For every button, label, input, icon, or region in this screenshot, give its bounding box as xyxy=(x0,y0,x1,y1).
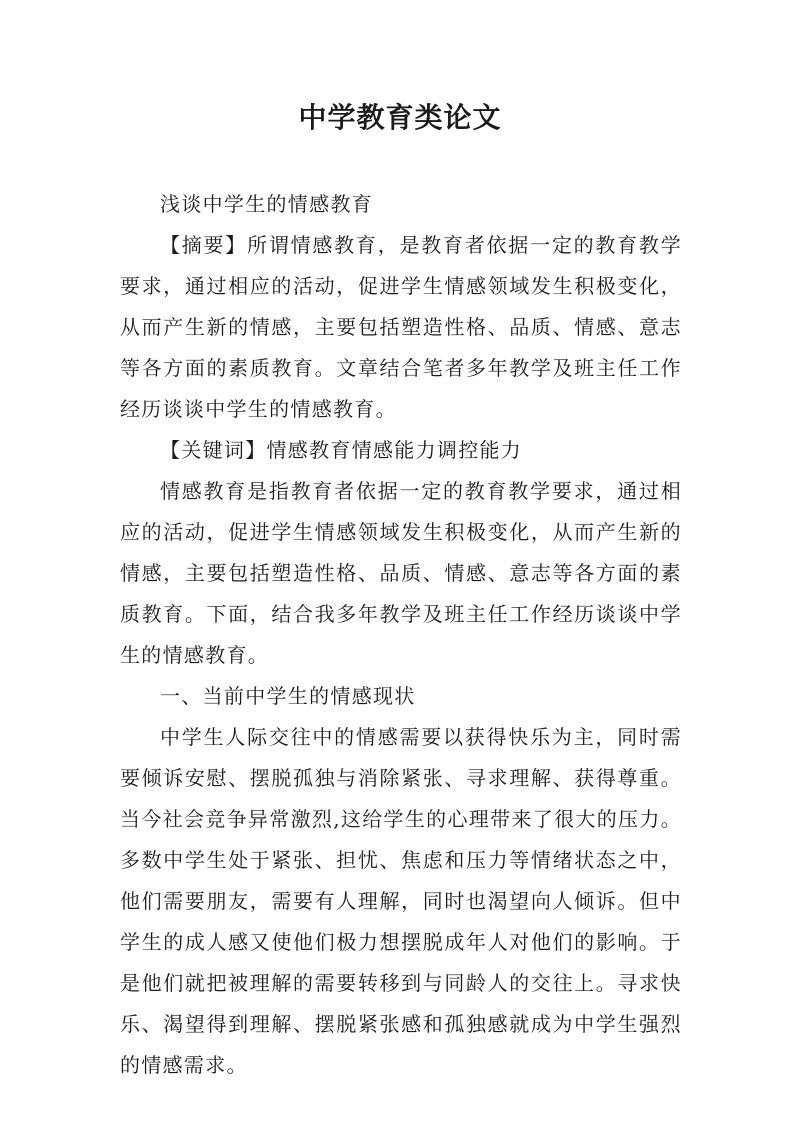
section-heading: 一、当前中学生的情感现状 xyxy=(160,684,416,708)
document-body xyxy=(120,184,682,1086)
section-paragraph: 中学生人际交往中的情感需要以获得快乐为主，同时需要倾诉安慰、摆脱孤独与消除紧张、寻求理解、获得尊重。当今社会竞争异常激烈,这给学生的心理带来了很大的压力。多数中学生处于紧张、担忧、焦虑和压力等情绪状态之中，他们需要朋友，需要有人理解，同时也渴望向人倾诉。但中学生的成人感又使他们极力想摆脱成年人对他们的影响。于是他们就把被理解的需要转移到与同龄人的交往上。寻求快乐、渴望得到理解、摆脱紧张感和孤独感就成为中学生强烈的情感需求。 xyxy=(120,725,682,1077)
intro-paragraph: 情感教育是指教育者依据一定的教育教学要求，通过相应的活动，促进学生情感领域发生积极变化，从而产生新的情感，主要包括塑造性格、品质、情感、意志等各方面的素质教育。下面，结合我多年教学及班主任工作经历谈谈中学生的情感教育。 xyxy=(120,479,682,667)
document-title: 中学教育类论文 xyxy=(298,101,502,134)
abstract-paragraph: 【摘要】所谓情感教育，是教育者依据一定的教育教学要求，通过相应的活动，促进学生情感领域发生积极变化，从而产生新的情感，主要包括塑造性格、品质、情感、意志等各方面的素质教育。文章结合笔者多年教学及班主任工作经历谈谈中学生的情感教育。 xyxy=(120,233,682,421)
article-subtitle: 浅谈中学生的情感教育 xyxy=(160,192,373,216)
keywords-paragraph: 【关键词】情感教育情感能力调控能力 xyxy=(160,438,523,462)
